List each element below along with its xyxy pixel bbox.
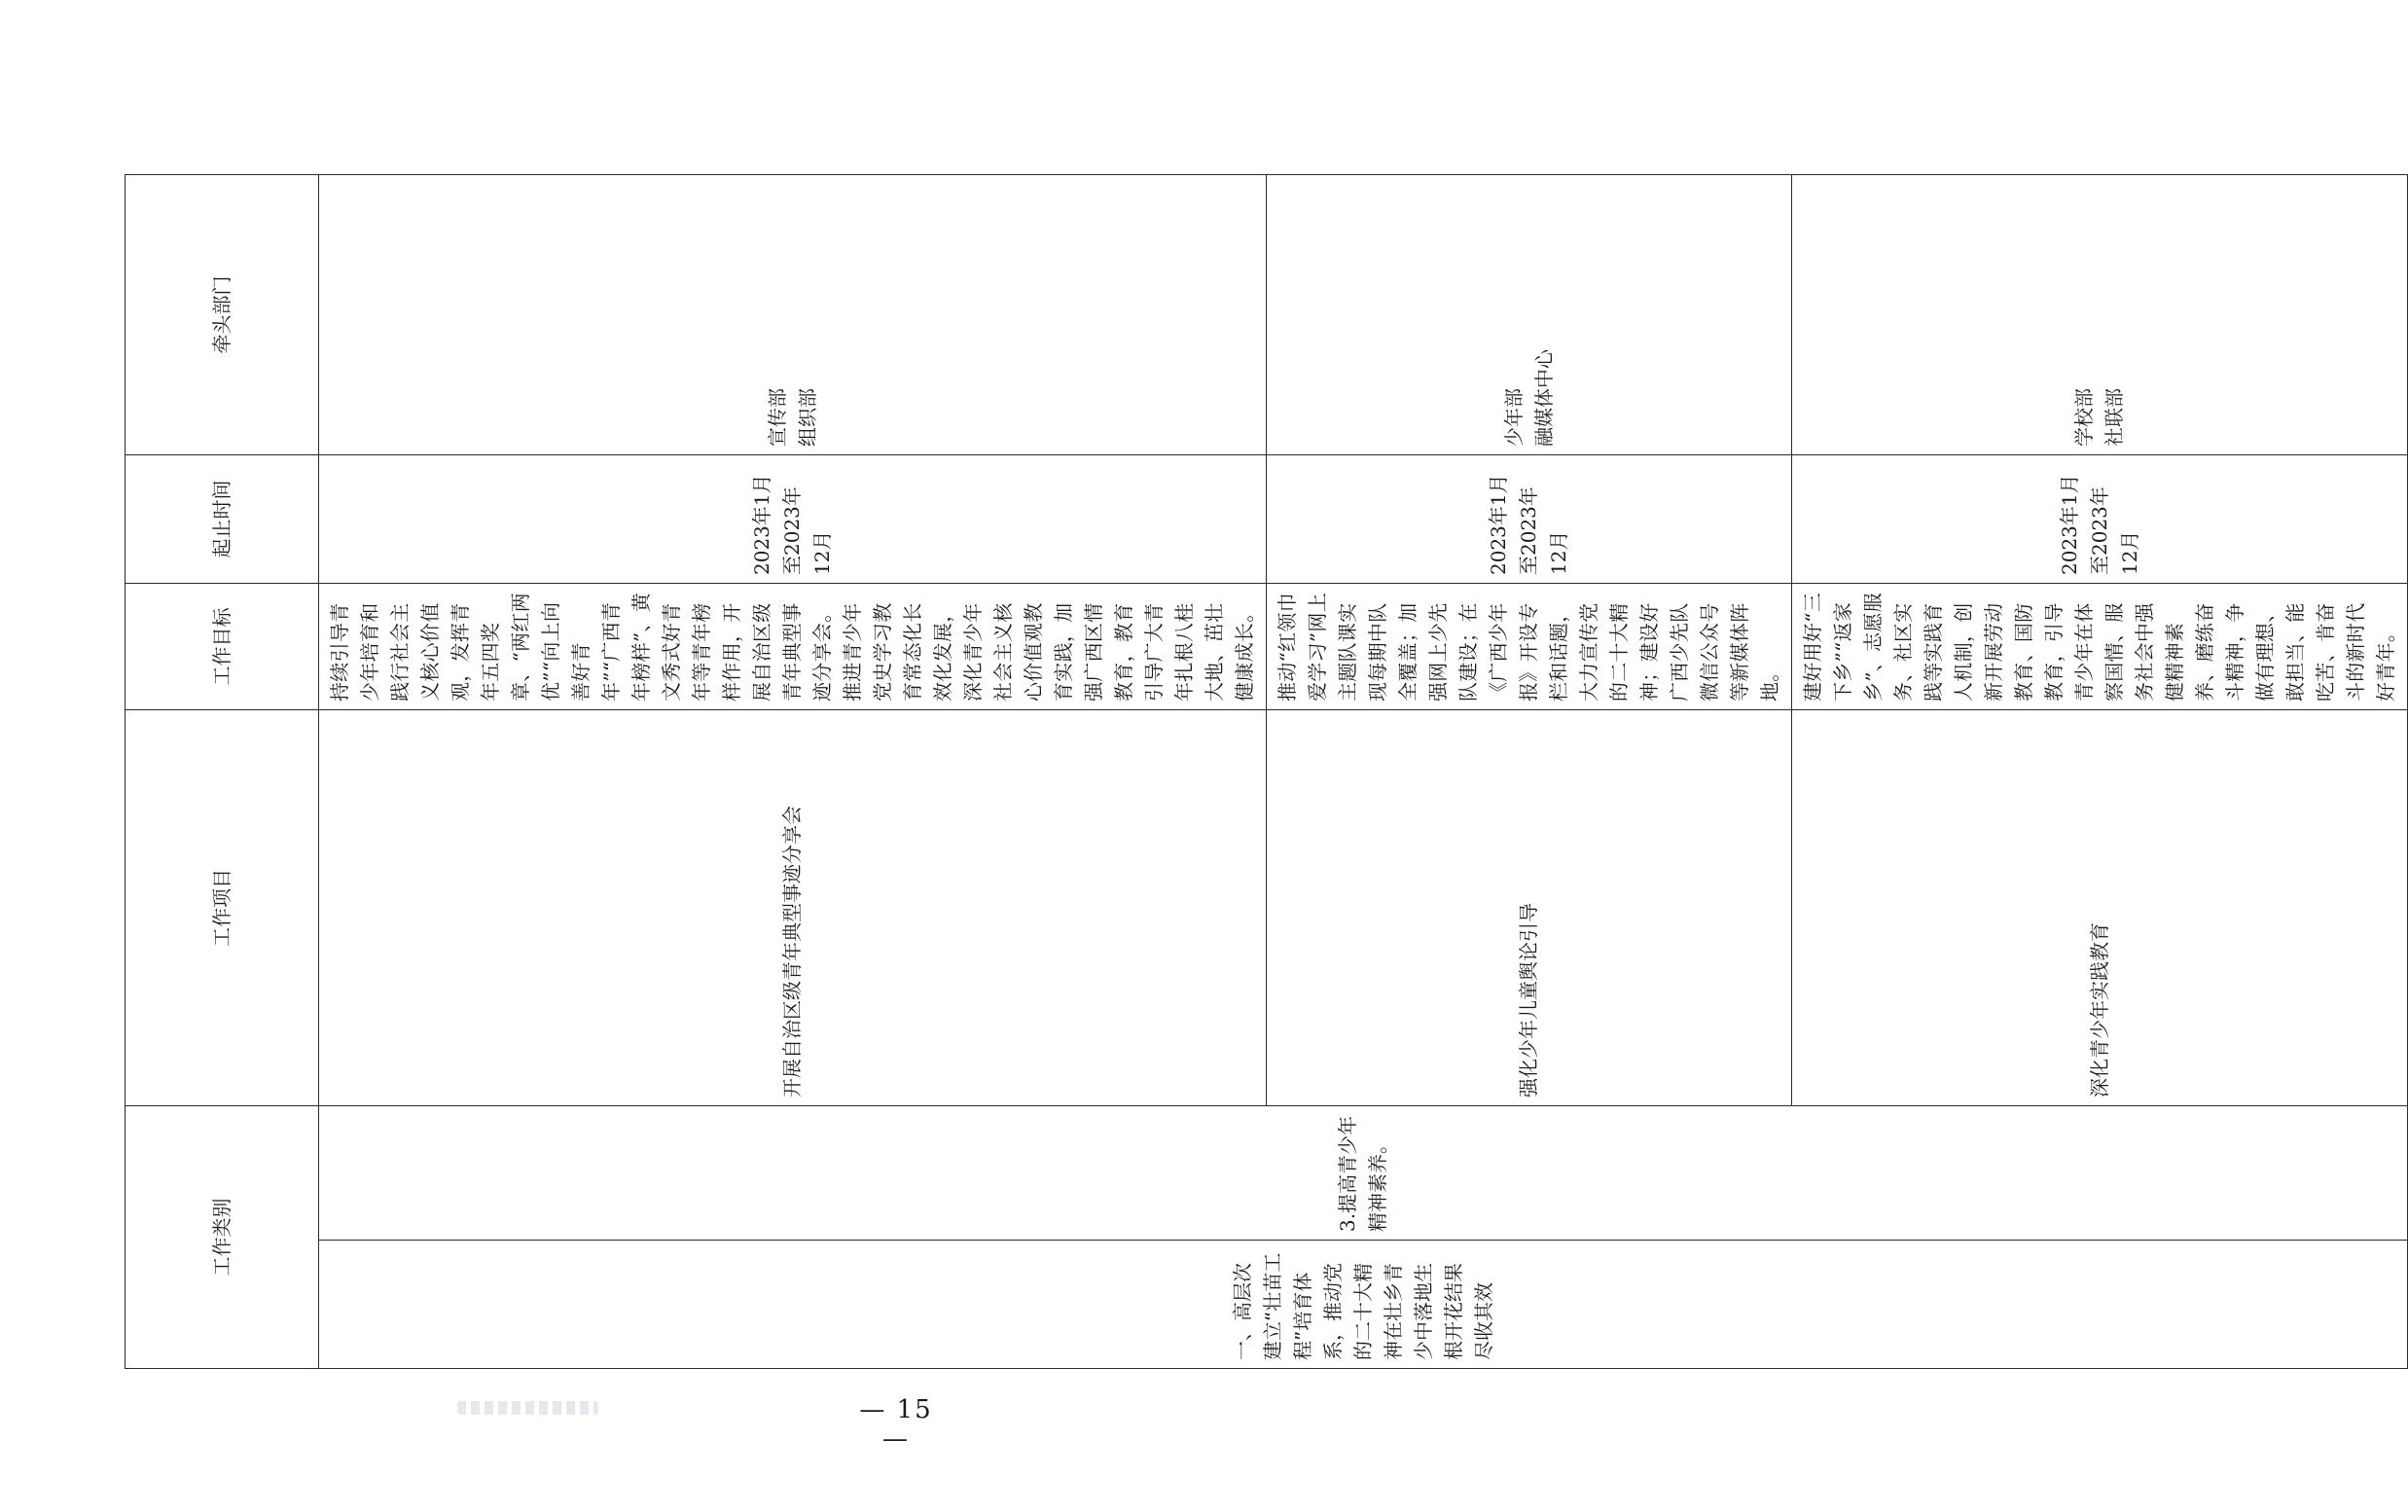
subcategory: 3.提高青少年精神素养。 xyxy=(319,1106,2408,1241)
rotated-table-container xyxy=(125,175,2397,1369)
category-main: 一、高层次建立“壮苗工程”培育体系，推动党的二十大精神在壮乡青少中落地生根开花结果尽收其效 xyxy=(319,1241,2408,1369)
work-plan-table xyxy=(125,174,2408,1369)
row-project: 深化青少年实践教育 xyxy=(1792,710,2408,1106)
row-lead-dept: 学校部 社联部 xyxy=(1792,175,2408,455)
header-lead: 牵头部门 xyxy=(126,175,319,455)
table-row xyxy=(319,175,1267,1369)
header-goal: 工作目标 xyxy=(126,584,319,710)
row-time: 2023年1月至2023年12月 xyxy=(1267,455,1792,584)
row-goal: 建好用好“三下乡”“返家乡”、志愿服务、社区实践等实践育人机制，创新开展劳动教育、国防教育，引导青少年在体察国情、服务社会中强健精神素养、磨练奋斗精神，争做有理想、敢担当、能吃苦、肯奋斗的新时代好青年。 xyxy=(1792,584,2408,710)
row-time: 2023年1月至2023年12月 xyxy=(319,455,1267,584)
faint-stamp-mark xyxy=(457,1401,598,1415)
row-lead-dept: 少年部 融媒体中心 xyxy=(1267,175,1792,455)
header-time: 起止时间 xyxy=(126,455,319,584)
row-project: 开展自治区级青年典型事迹分享会 xyxy=(319,710,1267,1106)
header-category: 工作类别 xyxy=(126,1106,319,1369)
page-number: — 15 — xyxy=(859,1395,933,1454)
table-header-row xyxy=(126,175,319,1369)
row-lead-dept: 宣传部 组织部 xyxy=(319,175,1267,455)
row-goal: 推动“红领巾爱学习”网上主题队课实现每期中队全覆盖；加强网上少先队建设；在《广西少年报》开设专栏和话题，大力宣传党的二十大精神；建设好广西少先队微信公众号等新媒体阵地。 xyxy=(1267,584,1792,710)
row-goal: 持续引导青少年培育和践行社会主义核心价值观，发挥青年五四奖章、“两红两优”“向上向善好青年”“广西青年榜样”、黄文秀式好青年等青年榜样作用，开展自治区级青年典型事迹分享会。推进青少年党史学习教育常态化长效化发展，深化青少年社会主义核心价值观教育实践，加强广西区情教育，教育引导广大青年扎根八桂大地、茁壮健康成长。 xyxy=(319,584,1267,710)
row-time: 2023年1月至2023年12月 xyxy=(1792,455,2408,584)
header-project: 工作项目 xyxy=(126,710,319,1106)
row-project: 强化少年儿童舆论引导 xyxy=(1267,710,1792,1106)
